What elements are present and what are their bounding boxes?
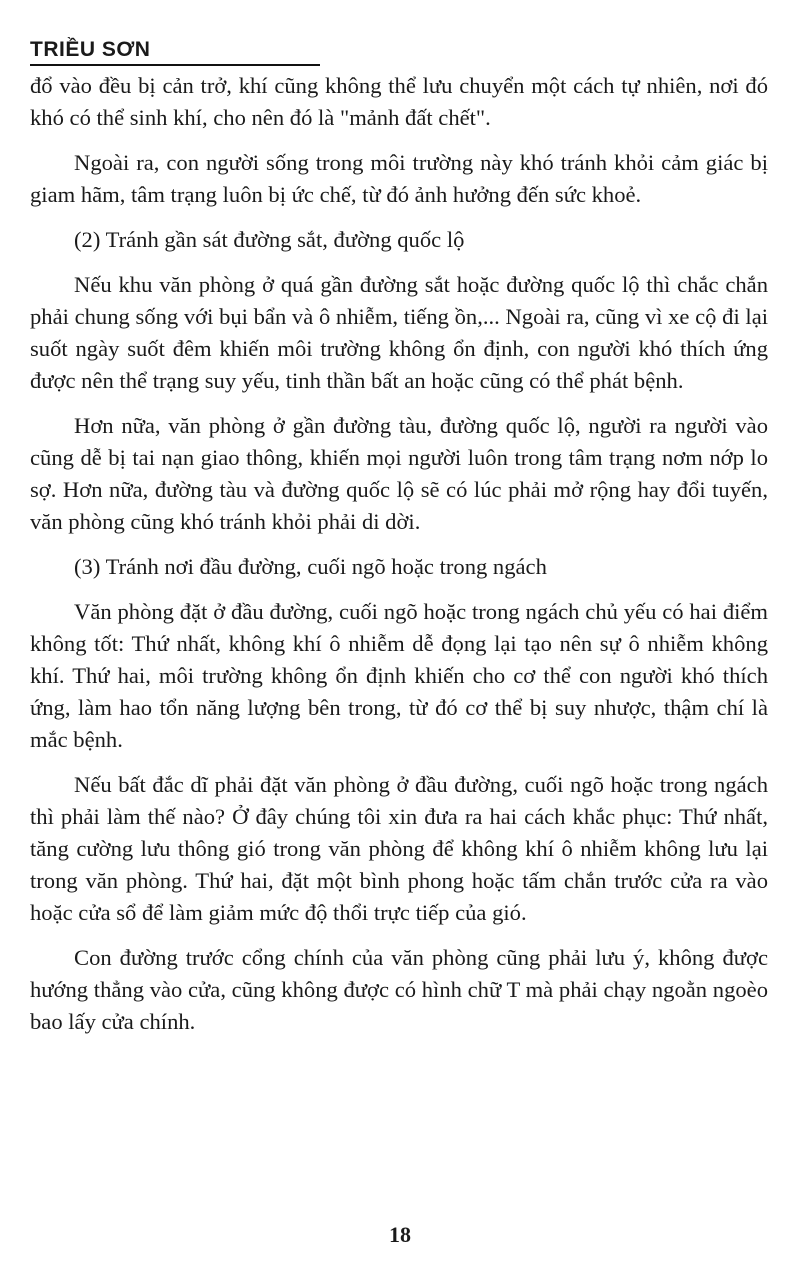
paragraph-continuation: đổ vào đều bị cản trở, khí cũng không thể lưu chuyển một cách tự nhiên, nơi đó khó có thể sinh khí, cho nên đó là "mảnh đất chết". [30,73,768,130]
paragraph: Văn phòng đặt ở đầu đường, cuối ngõ hoặc trong ngách chủ yếu có hai điểm không tốt: Thứ nhất, không khí ô nhiễm dễ đọng lại tạo nên sự ô nhiễm không khí. Thứ hai, môi trường không ổn định khiến cho cơ thể con người khó thích ứng, làm hao tổn năng lượng bên trong, từ đó cơ thể bị suy nhược, thậm chí là mắc bệnh. [30,599,768,752]
section-heading-2: (2) Tránh gần sát đường sắt, đường quốc lộ [74,227,465,252]
paragraph: Nếu bất đắc dĩ phải đặt văn phòng ở đầu đường, cuối ngõ hoặc trong ngách thì phải làm thế nào? Ở đây chúng tôi xin đưa ra hai cách khắc phục: Thứ nhất, tăng cường lưu thông gió trong văn phòng để không khí ô nhiễm không lưu lại trong văn phòng. Thứ hai, đặt một bình phong hoặc tấm chắn trước cửa ra vào hoặc cửa sổ để làm giảm mức độ thổi trực tiếp của gió. [30,772,768,925]
paragraph: Ngoài ra, con người sống trong môi trường này khó tránh khỏi cảm giác bị giam hãm, tâm trạng luôn bị ức chế, từ đó ảnh hưởng đến sức khoẻ. [30,150,768,207]
paragraph: Hơn nữa, văn phòng ở gần đường tàu, đường quốc lộ, người ra người vào cũng dễ bị tai nạn giao thông, khiến mọi người luôn trong tâm trạng nơm nớp lo sợ. Hơn nữa, đường tàu và đường quốc lộ sẽ có lúc phải mở rộng hay đổi tuyến, văn phòng cũng khó tránh khỏi phải di dời. [30,413,768,534]
running-title: TRIỀU SƠN [30,38,151,61]
running-header [30,38,320,66]
paragraph: Nếu khu văn phòng ở quá gần đường sắt hoặc đường quốc lộ thì chắc chắn phải chung sống với bụi bẩn và ô nhiễm, tiếng ồn,... Ngoài ra, cũng vì xe cộ đi lại suốt ngày suốt đêm khiến môi trường không ổn định, con người khó thích ứng được nên thể trạng suy yếu, tinh thần bất an hoặc cũng có thể phát bệnh. [30,272,768,393]
page-number: 18 [389,1222,411,1247]
paragraph: Con đường trước cổng chính của văn phòng cũng phải lưu ý, không được hướng thẳng vào cửa, cũng không được có hình chữ T mà phải chạy ngoằn ngoèo bao lấy cửa chính. [30,945,768,1034]
page-body [30,70,768,1051]
section-heading-3: (3) Tránh nơi đầu đường, cuối ngõ hoặc trong ngách [74,554,547,579]
